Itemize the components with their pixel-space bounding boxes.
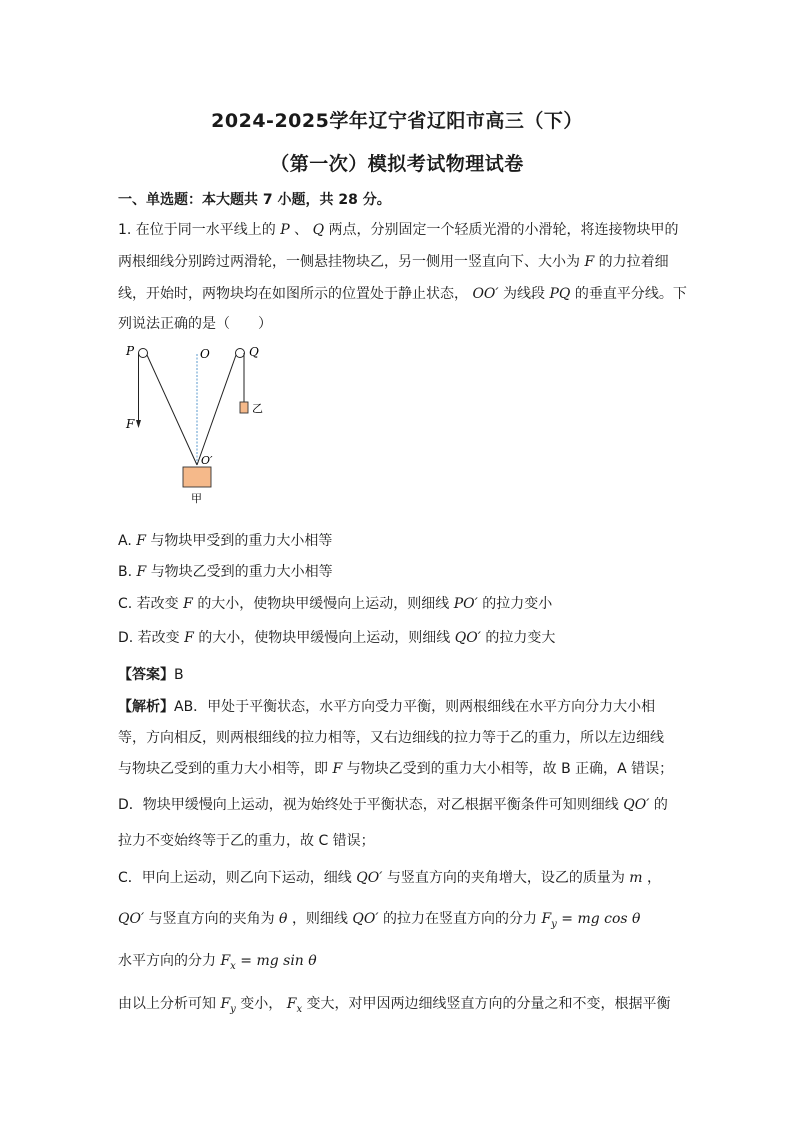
math-f: F (136, 564, 147, 580)
analysis-line1 (118, 696, 655, 716)
question-1-line3 (118, 283, 687, 303)
analysis-line5: 拉力不变始终等于乙的重力，故 C 错误； (118, 833, 375, 849)
option-b-text: 与物块乙受到的重力大小相等 (150, 564, 333, 580)
option-d-prefix: D. 若改变 (118, 630, 180, 646)
option-a-text: 与物块甲受到的重力大小相等 (150, 533, 333, 549)
pulley-q-icon (236, 349, 245, 358)
analysis-line6 (118, 867, 661, 887)
analysis-text: C．甲向上运动，则乙向下运动，细线 (118, 870, 352, 886)
block-jia (183, 467, 211, 487)
q1-text: 的力拉着细 (598, 254, 669, 270)
math-qo: QO′ (454, 630, 481, 646)
math-q: Q (312, 222, 325, 238)
analysis-text: 与物块乙受到的重力大小相等，故 B 正确，A 错误； (346, 761, 674, 777)
label-f: F (126, 417, 135, 431)
q1-text: 为线段 (503, 286, 546, 302)
answer-value: B (174, 667, 184, 683)
option-a-prefix: A. (118, 533, 132, 549)
question-1-line4: 列说法正确的是（ ） (118, 316, 272, 332)
option-d (118, 627, 555, 647)
option-a (118, 530, 332, 550)
exam-title-line2: （第一次）模拟考试物理试卷 (270, 153, 524, 175)
analysis-line7 (118, 908, 640, 930)
math-f: F (184, 630, 194, 646)
analysis-line9 (118, 993, 671, 1015)
block-yi (240, 402, 248, 413)
option-b-prefix: B. (118, 564, 133, 580)
analysis-text: 的 (653, 797, 668, 813)
math-f: F (136, 533, 146, 549)
q1-text: 线，开始时，两物块均在如图所示的位置处于静止状态， (118, 286, 468, 302)
math-f: F (183, 596, 193, 612)
formula-fx: $F_x$ = mg sin θ (220, 953, 317, 972)
analysis-text: 的拉力在竖直方向的分力 (382, 911, 537, 927)
label-p: P (126, 344, 135, 358)
analysis-text: ，则细线 (291, 911, 348, 927)
question-1-line1 (118, 219, 679, 239)
math-m: m (629, 870, 643, 886)
math-p: P (280, 222, 290, 238)
answer-line (118, 664, 184, 684)
math-f: F (332, 761, 343, 777)
analysis-line3 (118, 758, 673, 778)
option-d-text: 的大小，使物块甲缓慢向上运动，则细线 (198, 630, 451, 646)
option-d-text: 的拉力变大 (485, 630, 556, 646)
exam-title-line1: 2024-2025学年辽宁省辽阳市高三（下） (211, 110, 583, 132)
pulley-p-icon (139, 349, 148, 358)
option-c (118, 593, 552, 613)
analysis-tag: 【解析】 (118, 699, 174, 715)
formula-fy: $F_y$ = mg cos θ (541, 911, 641, 930)
label-oprime: O′ (201, 454, 213, 467)
string-qo (197, 355, 236, 465)
analysis-text: ， (647, 870, 662, 886)
q1-text: 、 (294, 222, 309, 238)
section-heading: 一、单选题：本大题共 7 小题，共 28 分。 (118, 192, 391, 208)
q1-text: 1. 在位于同一水平线上的 (118, 222, 276, 238)
f-arrow-icon (136, 420, 141, 428)
analysis-text: 变小， (240, 996, 283, 1012)
pulley-diagram (118, 340, 278, 510)
analysis-text: D．物块甲缓慢向上运动，视为始终处于平衡状态，对乙根据平衡条件可知则细线 (118, 797, 619, 813)
math-qo: QO′ (356, 870, 383, 886)
analysis-line8 (118, 950, 317, 972)
analysis-text: AB．甲处于平衡状态，水平方向受力平衡，则两根细线在水平方向分力大小相 (174, 699, 656, 715)
q1-text: 两根细线分别跨过两滑轮，一侧悬挂物块乙，另一侧用一竖直向下、大小为 (118, 254, 580, 270)
q1-text: 的垂直平分线。下 (574, 286, 687, 302)
label-yi: 乙 (252, 402, 263, 415)
analysis-text: 与物块乙受到的重力大小相等，即 (118, 761, 328, 777)
math-qo: QO′ (623, 797, 650, 813)
analysis-line2: 等，方向相反，则两根细线的拉力相等，又右边细线的拉力等于乙的重力，所以左边细线 (118, 730, 664, 746)
string-po (147, 355, 197, 465)
option-c-prefix: C. 若改变 (118, 596, 179, 612)
math-fy: $F_y$ (220, 996, 236, 1015)
label-jia: 甲 (191, 492, 202, 505)
analysis-text: 由以上分析可知 (118, 996, 216, 1012)
analysis-text: 水平方向的分力 (118, 953, 216, 969)
answer-tag: 【答案】 (118, 667, 174, 683)
analysis-text: 变大，对甲因两边细线竖直方向的分量之和不变，根据平衡 (306, 996, 671, 1012)
option-c-text: 的拉力变小 (482, 596, 553, 612)
math-fx: $F_x$ (286, 996, 303, 1015)
analysis-line4 (118, 794, 668, 814)
label-q: Q (249, 345, 259, 359)
math-pq: PQ (549, 286, 571, 302)
math-theta: θ (279, 911, 288, 927)
math-qo: QO′ (118, 911, 145, 927)
option-c-text: 的大小，使物块甲缓慢向上运动，则细线 (197, 596, 450, 612)
math-oo: OO′ (472, 286, 499, 302)
label-o: O (200, 347, 210, 361)
math-qo: QO′ (352, 911, 379, 927)
question-1-line2 (118, 251, 669, 271)
option-b (118, 561, 333, 581)
math-po: PO′ (453, 596, 478, 612)
q1-text: 两点，分别固定一个轻质光滑的小滑轮，将连接物块甲的 (328, 222, 679, 238)
analysis-text: 与竖直方向的夹角增大，设乙的质量为 (386, 870, 625, 886)
analysis-text: 与竖直方向的夹角为 (148, 911, 275, 927)
math-f: F (584, 254, 595, 270)
